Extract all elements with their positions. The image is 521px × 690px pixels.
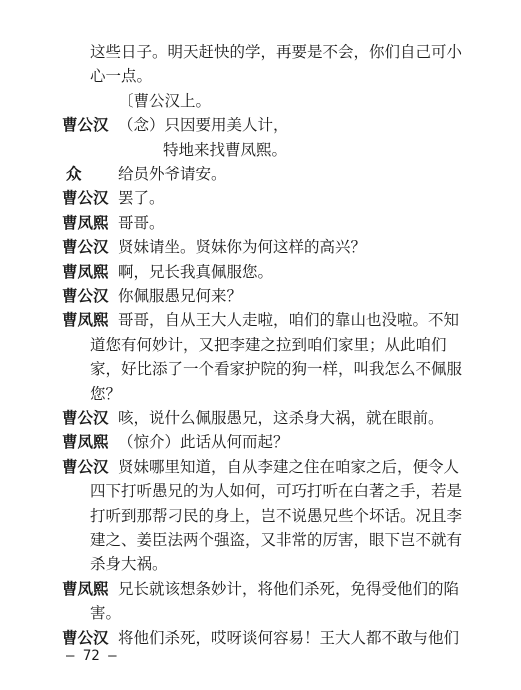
continuation-text: 这些日子。明天赶快的学，再要是不会，你们自己可小	[90, 43, 463, 61]
speech-text: （念）只因要用美人计，	[118, 116, 289, 135]
script-line	[0, 577, 521, 601]
script-line	[0, 406, 521, 430]
speaker-name: 曹公汉	[62, 456, 109, 476]
speech-text: 贤妹哪里知道，自从李建之住在咱家之后，便令人	[118, 457, 460, 476]
script-line	[0, 138, 521, 162]
speech-text: （惊介）此话从何而起？	[118, 433, 289, 452]
script-line	[0, 455, 521, 479]
continuation-text: 道您有何妙计，又把李建之拉到咱们家里；从此咱们	[90, 335, 447, 354]
speaker-name: 众	[66, 164, 82, 183]
speech-text: 兄长就该想条妙计，将他们杀死，免得受他们的陷	[118, 579, 460, 598]
speaker-name: 曹凤熙	[62, 261, 109, 281]
speech-text: 罢了。	[118, 189, 165, 208]
speech-text: 哥哥，自从王大人走啦，咱们的靠山也没啦。不知	[118, 311, 460, 330]
script-line	[0, 333, 521, 357]
speaker-name: 曹凤熙	[62, 212, 109, 232]
speech-text: 你佩服愚兄何来？	[118, 287, 243, 305]
script-line	[0, 186, 521, 210]
speech-text: 哥哥。	[118, 213, 165, 232]
script-line	[0, 601, 521, 625]
script-line	[0, 308, 521, 332]
script-line	[0, 284, 521, 308]
script-line	[0, 64, 521, 88]
speech-text: 给员外爷请安。	[118, 165, 227, 183]
continuation-text: 杀身大祸。	[90, 555, 168, 574]
script-line	[0, 211, 521, 235]
continuation-text: 害。	[90, 604, 122, 623]
continuation-text: 家，好比添了一个看家护院的狗一样，叫我怎么不佩服	[90, 360, 463, 379]
speaker-name: 曹凤熙	[62, 578, 109, 598]
script-line	[0, 382, 521, 406]
speech-text: 将他们杀死，哎呀谈何容易！王大人都不敢与他们	[118, 628, 460, 647]
stage-direction: 〔曹公汉上。	[118, 91, 212, 110]
script-line	[0, 504, 521, 528]
page-number: — 72 —	[66, 648, 117, 664]
script-line	[0, 528, 521, 552]
script-line	[0, 40, 521, 64]
speech-text: 啊，兄长我真佩服您。	[118, 262, 274, 281]
script-line	[0, 235, 521, 259]
speech-text: 贤妹请坐。贤妹你为何这样的高兴？	[118, 238, 367, 257]
speaker-name: 曹公汉	[62, 408, 109, 427]
speech-text: 咳，说什么佩服愚兄，这杀身大祸，就在眼前。	[118, 409, 444, 427]
speaker-name: 曹公汉	[62, 115, 109, 135]
speaker-name: 曹公汉	[62, 237, 109, 257]
script-line	[0, 113, 521, 137]
script-line	[0, 89, 521, 113]
verse-continuation: 特地来找曹凤熙。	[163, 140, 288, 159]
script-line	[0, 479, 521, 503]
script-line	[0, 260, 521, 284]
continuation-text: 您？	[90, 384, 122, 403]
script-line	[0, 162, 521, 186]
script-line	[0, 357, 521, 381]
continuation-text: 心一点。	[90, 67, 153, 86]
continuation-text: 打听到那帮刁民的身上，岂不说愚兄些个坏话。况且李	[90, 506, 463, 525]
continuation-text: 四下打听愚兄的为人如何，可巧打听在白著之手，若是	[90, 482, 463, 501]
continuation-text: 建之、姜臣法两个强盗，又非常的厉害，眼下岂不就有	[90, 531, 463, 549]
script-line	[0, 552, 521, 576]
script-line	[0, 430, 521, 454]
speaker-name: 曹凤熙	[62, 432, 109, 452]
speaker-name: 曹公汉	[62, 286, 109, 305]
speaker-name: 曹公汉	[62, 188, 109, 208]
speaker-name: 曹凤熙	[62, 310, 109, 330]
speaker-name: 曹公汉	[62, 627, 109, 647]
